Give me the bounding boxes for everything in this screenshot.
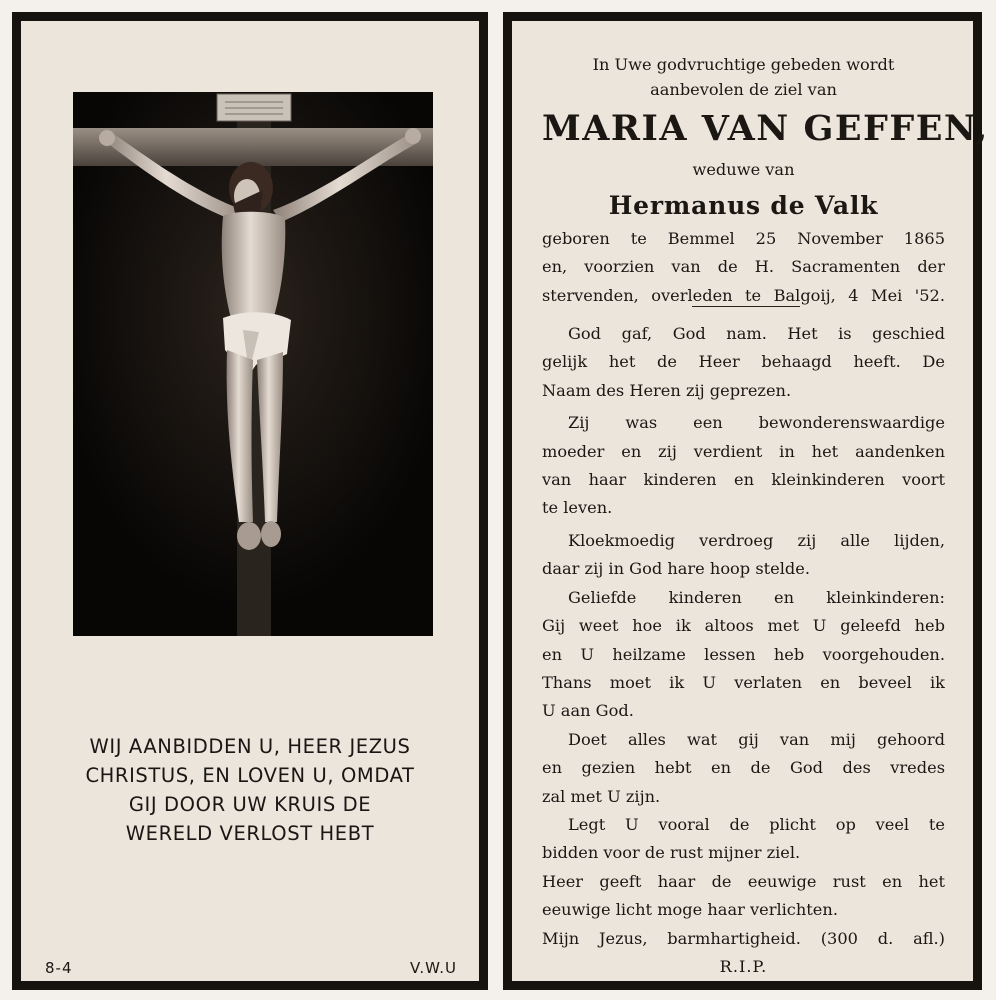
print-code: 8-4 — [45, 959, 73, 977]
prayer-card-front — [12, 12, 488, 990]
prayer-line: CHRISTUS, EN LOVEN U, OMDAT — [85, 764, 415, 787]
text-line: te leven. — [542, 498, 613, 518]
text-line: en gezien hebt en de God des vredes — [542, 758, 945, 778]
text-line: God gaf, God nam. Het is geschied — [568, 324, 945, 344]
prayer-card-back — [503, 12, 989, 990]
closing-line: Mijn Jezus, barmhartigheid. (300 d. afl.) — [542, 928, 945, 948]
bio-line: en, voorzien van de H. Sacramenten der — [542, 257, 945, 277]
prayer-line: WERELD VERLOST HEBT — [125, 822, 375, 845]
text-line: Thans moet ik U verlaten en beveel ik — [542, 672, 945, 692]
text-line: daar zij in God hare hoop stelde. — [542, 559, 810, 579]
rip-text: R.I.P. — [719, 956, 768, 976]
closing-line: Heer geeft haar de eeuwige rust en het — [542, 871, 945, 891]
text-line: Kloekmoedig verdroeg zij alle lijden, — [568, 530, 945, 550]
prayer-line: WIJ AANBIDDEN U, HEER JEZUS — [89, 735, 411, 758]
crucifix-picture — [73, 92, 433, 636]
text-line: moeder en zij verdient in het aandenken — [542, 441, 945, 461]
text-line: Gij weet hoe ik altoos met U geleefd heb — [542, 616, 945, 636]
text-line: Naam des Heren zij geprezen. — [542, 380, 792, 400]
text-line: Legt U vooral de plicht op veel te — [568, 814, 945, 834]
text-line: Geliefde kinderen en kleinkinderen: — [568, 587, 945, 607]
closing-line: eeuwige licht moge haar verlichten. — [542, 900, 838, 920]
publisher-mark: V.W.U — [410, 959, 457, 977]
prayer-line: GIJ DOOR UW KRUIS DE — [128, 793, 372, 816]
divider — [542, 310, 945, 320]
bio-line: stervenden, overleden te Balgoij, 4 Mei '52. — [542, 285, 945, 305]
text-line: van haar kinderen en kleinkinderen voort — [542, 470, 945, 490]
husband-name: Hermanus de Valk — [608, 190, 879, 220]
memorial-text — [542, 51, 989, 981]
deceased-name: MARIA VAN GEFFEN, — [542, 108, 989, 150]
text-line: Doet alles wat gij van mij gehoord — [568, 729, 945, 749]
text-line: U aan God. — [542, 701, 634, 721]
text-line: bidden voor de rust mijner ziel. — [542, 843, 801, 863]
intro-line: aanbevolen de ziel van — [650, 80, 837, 100]
intro-line: In Uwe godvruchtige gebeden wordt — [592, 55, 895, 74]
text-line: en U heilzame lessen heb voorgehouden. — [542, 644, 945, 664]
widow-of-label: weduwe van — [692, 160, 795, 180]
prayer-text — [41, 732, 459, 848]
text-line: Zij was een bewonderenswaardige — [568, 413, 945, 433]
text-line: gelijk het de Heer behaagd heeft. De — [542, 352, 945, 372]
bio-line: geboren te Bemmel 25 November 1865 — [542, 228, 945, 248]
text-line: zal met U zijn. — [542, 786, 661, 806]
crucifix-image — [73, 92, 433, 636]
